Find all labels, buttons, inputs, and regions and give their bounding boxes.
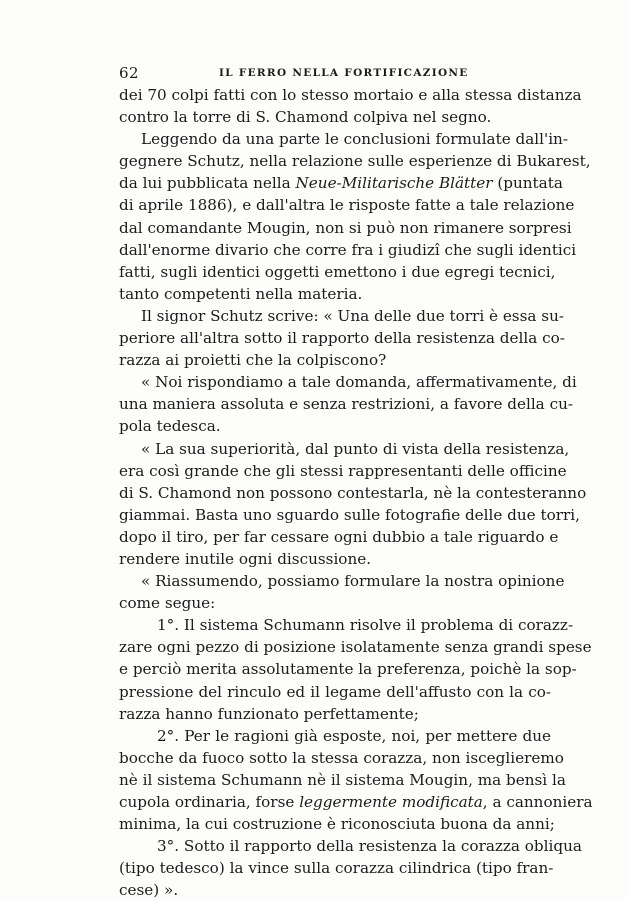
text-line: « Riassumendo, possiamo formulare la nostra opinione xyxy=(141,572,565,591)
text-line: 3°. Sotto il rapporto della resistenza la corazza obliqua xyxy=(157,837,582,856)
italic-text: Neue-Militarische Blätter xyxy=(295,174,493,193)
text-line: Il signor Schutz scrive: « Una delle due torri è essa su- xyxy=(141,306,564,325)
text-line: di S. Chamond non possono contestarla, nè la contesteranno xyxy=(119,483,587,502)
page-header xyxy=(119,64,551,84)
text-line: dei 70 colpi fatti con lo stesso mortaio e alla stessa distanza xyxy=(119,86,582,104)
text-line: Leggendo da una parte le conclusioni formulate dall'in- xyxy=(141,130,568,149)
body-text xyxy=(119,84,593,901)
italic-text: leggermente modificata xyxy=(299,793,483,811)
text-line xyxy=(119,791,593,813)
text-line: era così grande che gli stessi rappresentanti delle officine xyxy=(119,461,567,480)
running-title: IL FERRO NELLA FORTIFICAZIONE xyxy=(219,67,469,79)
text-line: razza ai proietti che la colpiscono? xyxy=(119,351,387,370)
text-line xyxy=(119,172,563,194)
text-line: 1°. Il sistema Schumann risolve il problema di corazz- xyxy=(157,616,574,635)
text-line: di aprile 1886), e dall'altra le risposte fatte a tale relazione xyxy=(119,196,575,215)
text-line: giammai. Basta uno sguardo sulle fotografie delle due torri, xyxy=(119,505,580,524)
text-line: « La sua superiorità, dal punto di vista della resistenza, xyxy=(141,439,570,458)
text-line: minima, la cui costruzione è riconosciuta buona da anni; xyxy=(119,815,555,834)
text-line: dal comandante Mougin, non si può non rimanere sorpresi xyxy=(119,218,572,237)
text-line: come segue: xyxy=(119,594,216,613)
text-line: tanto competenti nella materia. xyxy=(119,284,363,303)
text-line: cese) ». xyxy=(119,881,179,900)
text-line: bocche da fuoco sotto la stessa corazza, non isceglieremo xyxy=(119,748,564,767)
text-line: fatti, sugli identici oggetti emettono i due egregi tecnici, xyxy=(119,262,556,281)
text-line: « Noi rispondiamo a tale domanda, affermativamente, di xyxy=(141,373,577,392)
text-segment: cupola ordinaria, forse xyxy=(119,793,300,811)
text-line: contro la torre di S. Chamond colpiva nel segno. xyxy=(119,108,492,127)
text-line: dopo il tiro, per far cessare ogni dubbio a tale riguardo e xyxy=(119,527,559,546)
text-line: rendere inutile ogni discussione. xyxy=(119,549,372,568)
text-line: nè il sistema Schumann nè il sistema Mougin, ma bensì la xyxy=(119,770,566,789)
text-segment: (puntata xyxy=(492,174,563,193)
text-segment: da lui pubblicata nella xyxy=(119,174,296,193)
text-line: zare ogni pezzo di posizione isolatamente senza grandi spese xyxy=(119,638,592,657)
text-segment: , a cannoniera xyxy=(482,793,593,811)
text-line: e perciò merita assolutamente la preferenza, poichè la sop- xyxy=(119,660,577,679)
text-line: periore all'altra sotto il rapporto della resistenza della co- xyxy=(119,329,565,348)
page-number: 62 xyxy=(119,64,140,82)
text-line: pola tedesca. xyxy=(119,417,221,436)
text-line: (tipo tedesco) la vince sulla corazza cilindrica (tipo fran- xyxy=(119,859,554,878)
text-line: razza hanno funzionato perfettamente; xyxy=(119,704,419,723)
text-line: 2°. Per le ragioni già esposte, noi, per mettere due xyxy=(157,726,551,745)
text-line: dall'enorme divario che corre fra i giudizî che sugli identici xyxy=(119,240,577,259)
text-line: pressione del rinculo ed il legame dell'affusto con la co- xyxy=(119,682,551,701)
text-line: una maniera assoluta e senza restrizioni, a favore della cu- xyxy=(119,395,573,414)
text-line: gegnere Schutz, nella relazione sulle esperienze di Bukarest, xyxy=(119,152,591,171)
